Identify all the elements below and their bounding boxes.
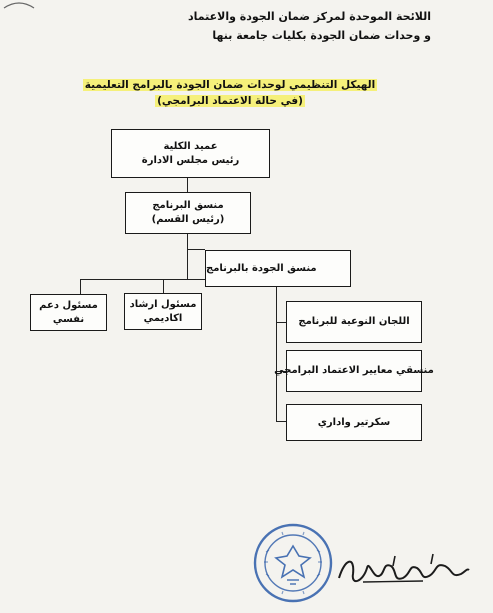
dean-line-2: رئيس مجلس الادارة [141,154,240,166]
connector-dean-program [187,178,188,192]
dean-line-1: عميد الكلية [163,140,218,152]
signature-icon [333,548,473,592]
program-coordinator-line-2: (رئيس القسم) [151,214,225,225]
psych-support-box [30,294,107,331]
program-coordinator-box [125,192,251,234]
connector-to-committees [276,322,286,323]
secretary-label: سكرتير واداري [317,416,391,428]
quality-coordinator-box [205,250,351,287]
official-stamp-icon [252,522,334,604]
standards-coordinators-box [274,350,434,392]
chart-title-text: الهيكل التنظيمي لوحدات ضمان الجودة بالبرامج التعليمية [84,79,376,91]
chart-title [80,79,380,91]
committees-box [286,301,422,343]
connector-to-secretary [276,421,286,422]
standards-coordinators-label: منسقي معايير الاعتماد البرامجي [274,365,434,376]
dean-box [111,129,270,178]
psych-support-line-2: نفسي [52,313,85,325]
header-line-1: اللائحة الموحدة لمركز ضمان الجودة والاعتماد [187,10,431,23]
connector-program-quality [187,249,205,250]
connector-program-down [187,234,188,279]
quality-coordinator-label: منسق الجودة بالبرنامج [206,262,317,274]
academic-advising-box [124,293,202,330]
connector-h-branch [80,279,206,280]
connector-quality-down [276,287,277,422]
header-line-2: و وحدات ضمان الجودة بكليات جامعة بنها [212,29,431,42]
program-coordinator-line-1: منسق البرنامج [152,200,224,211]
academic-advising-line-1: مسئول ارشاد [129,298,197,310]
chart-subtitle-text: (في حالة الاعتماد البرامجي) [157,95,303,107]
secretary-box [286,404,422,441]
university-logo [3,0,35,9]
committees-label: اللجان النوعية للبرنامج [298,316,410,327]
connector-to-psych [80,279,81,294]
academic-advising-line-2: اكاديمي [143,312,183,324]
connector-to-advising [163,279,164,293]
chart-subtitle [80,95,380,107]
psych-support-line-1: مسئول دعم [39,299,98,311]
